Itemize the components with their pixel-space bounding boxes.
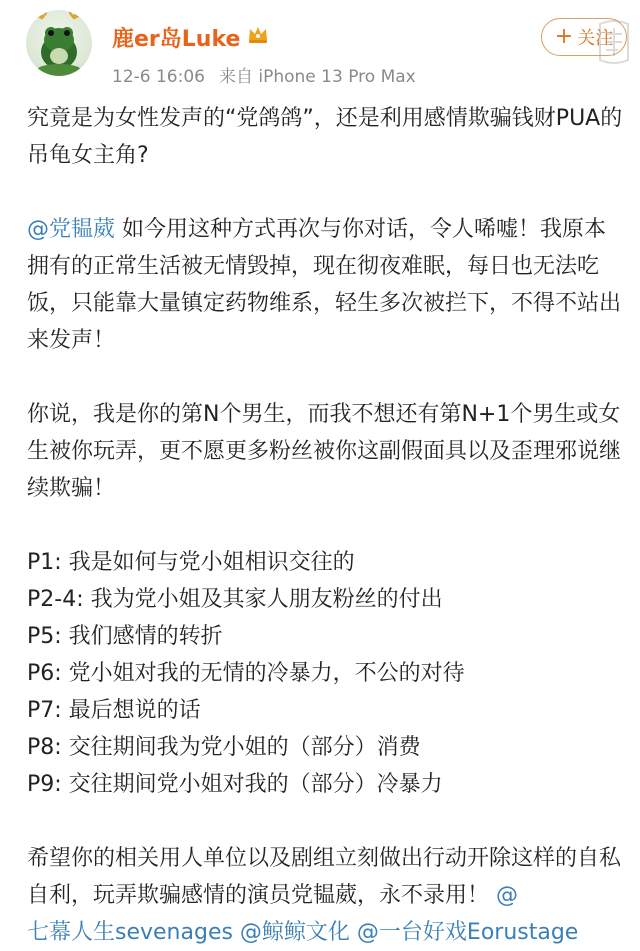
post-closing xyxy=(27,840,627,914)
username[interactable]: 鹿er岛Luke xyxy=(112,27,241,52)
post-source: 来自 iPhone 13 Pro Max xyxy=(218,67,416,87)
follow-label: 关注 xyxy=(577,28,614,49)
post-intro: 究竟是为女性发声的“党鸽鸽”，还是利用感情欺骗钱财PUA的吊龟女主角? xyxy=(27,106,623,168)
paragraph-2-text: 如今用这种方式再次与你对话，令人唏嘘！我原本拥有的正常生活被无情毁掉，现在彻夜难眠，每日也无法吃饭，只能靠大量镇定药物维系，轻生多次被拦下，不得不站出来发声！ xyxy=(27,217,622,353)
list-item: P2-4: 我为党小姐及其家人朋友粉丝的付出 xyxy=(27,587,443,612)
closing-text: 希望你的相关用人单位以及剧组立刻做出行动开除这样的自私自利，玩弄欺骗感情的演员党韫葳，永不录用！ xyxy=(27,846,622,908)
avatar[interactable] xyxy=(26,10,92,76)
vip-crown-icon xyxy=(246,22,270,46)
watermark-icon xyxy=(594,18,634,66)
post-paragraph-3: 你说，我是你的第N个男生，而我不想还有第N+1个男生或女生被你玩弄，更不愿更多粉丝被你这副假面具以及歪理邪说继续欺骗！ xyxy=(27,402,622,501)
list-item: P5: 我们感情的转折 xyxy=(27,624,223,649)
list-item: P9: 交往期间党小姐对我的（部分）冷暴力 xyxy=(27,772,443,797)
list-item: P7: 最后想说的话 xyxy=(27,698,201,723)
list-item: P1: 我是如何与党小姐相识交往的 xyxy=(27,550,355,575)
list-item: P8: 交往期间我为党小姐的（部分）消费 xyxy=(27,735,421,760)
plus-icon: + xyxy=(554,24,574,49)
list-item: P6: 党小姐对我的无情的冷暴力，不公的对待 xyxy=(27,661,465,686)
mention-link[interactable]: @党韫葳 xyxy=(27,217,116,242)
frog-avatar-icon xyxy=(26,10,92,76)
mention-link[interactable]: @ xyxy=(496,883,519,908)
post-paragraph-2 xyxy=(27,211,627,359)
post-content xyxy=(27,100,627,951)
post-header xyxy=(0,0,640,100)
timestamp: 12-6 16:06 xyxy=(112,67,205,87)
post-meta xyxy=(112,62,416,87)
mention-line-cut[interactable]: 七幕人生sevenages @鲸鲸文化 @一台好戏Eorustage xyxy=(27,920,579,945)
